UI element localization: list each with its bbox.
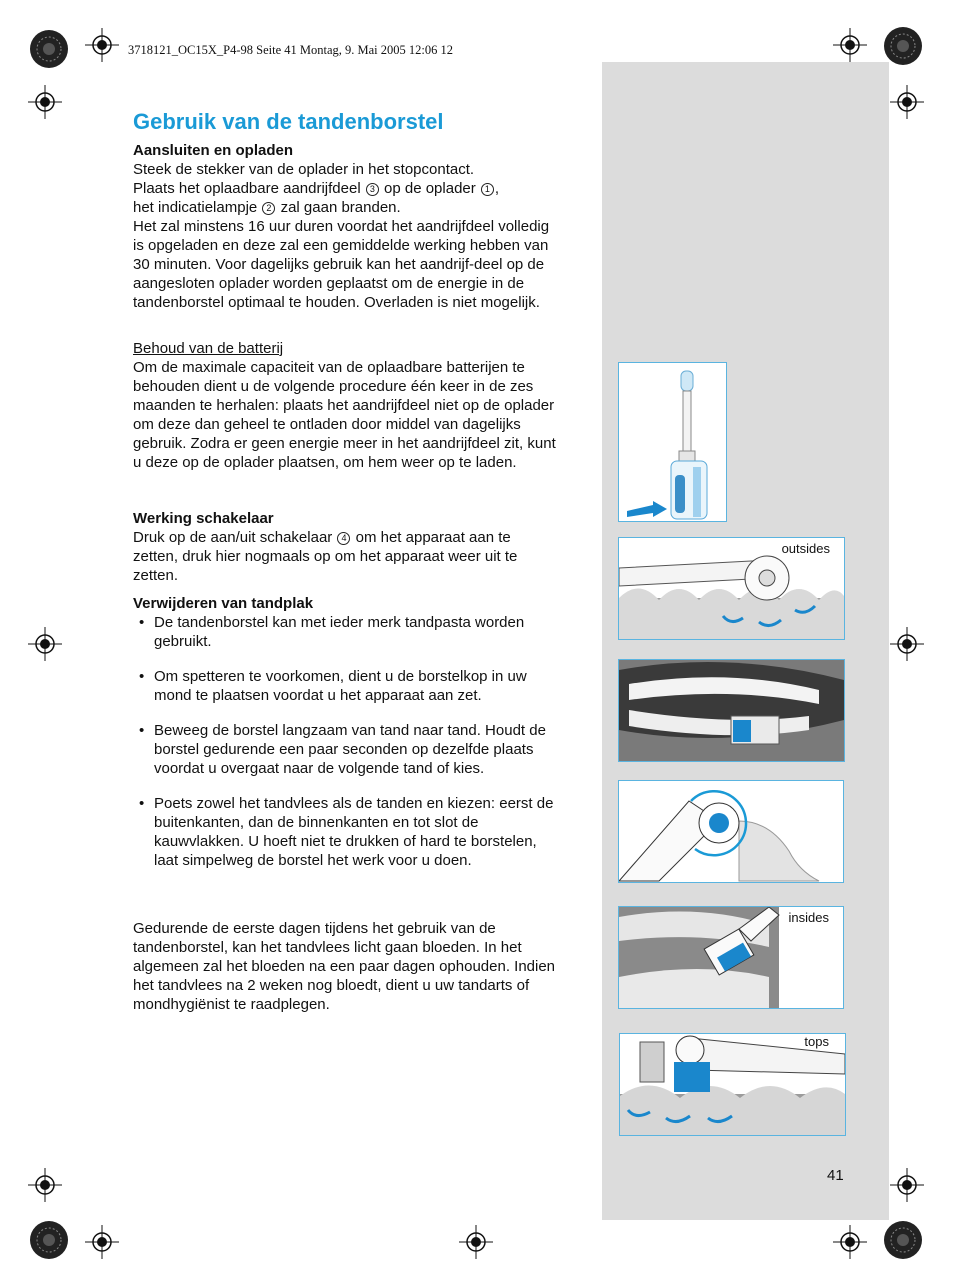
section-heading: Aansluiten en opladen — [133, 142, 294, 159]
registration-mark-icon — [459, 1225, 493, 1259]
list-item: • De tandenborstel kan met ieder merk tandpasta worden gebruikt. — [133, 613, 558, 651]
marker-4: 4 — [337, 532, 350, 545]
switch-paragraph: Druk op de aan/uit schakelaar 4 om het apparaat aan te zetten, druk hier nogmaals op om het apparaat weer uit te zetten. — [133, 529, 518, 584]
section-plaque — [133, 594, 558, 886]
registration-mark-icon — [28, 627, 62, 661]
registration-mark-icon — [890, 1168, 924, 1202]
registration-mark-icon — [85, 28, 119, 62]
section-heading: Verwijderen van tandplak — [133, 595, 314, 612]
teeth-tops-illustration — [620, 1034, 845, 1135]
plaque-list — [133, 613, 558, 870]
registration-mark-icon — [833, 28, 867, 62]
color-target-icon — [29, 1220, 69, 1260]
charging-line-1: Steek de stekker van de oplader in het stopcontact. — [133, 161, 475, 178]
registration-mark-icon — [890, 627, 924, 661]
section-heading: Werking schakelaar — [133, 510, 274, 527]
section-battery — [133, 339, 558, 472]
list-item: • Poets zowel het tandvlees als de tanden en kiezen: eerst de buitenkanten, dan de binnenkanten en tot slot de kauwvlakken. U hoeft niet te drukken of hard te borstelen, laat simpelweg de borstel het werk voor u doen. — [133, 794, 558, 870]
figure-outsides — [618, 537, 845, 640]
marker-2: 2 — [262, 202, 275, 215]
battery-paragraph: Om de maximale capaciteit van de oplaadbare batterijen te behouden dient u de volgende procedure één keer in de zes maanden te herhalen: plaats het aandrijfdeel niet op de oplader om deze dan geheel te ontladen door middel van dagelijks gebruik. Zodra er geen energie meer in het aandrijfdeel zit, kunt u deze op de oplader plaatsen, om hem weer op te laden. — [133, 359, 556, 471]
registration-mark-icon — [890, 85, 924, 119]
figure-label: insides — [788, 910, 829, 925]
color-target-icon — [883, 26, 923, 66]
section-heading: Behoud van de batterij — [133, 340, 284, 357]
list-item: • Om spetteren te voorkomen, dient u de borstelkop in uw mond te plaatsen voordat u het apparaat aan zet. — [133, 667, 558, 705]
registration-mark-icon — [28, 1168, 62, 1202]
closing-paragraph: Gedurende de eerste dagen tijdens het gebruik van de tandenborstel, kan het tandvlees licht gaan bloeden. In het algemeen zal het bloeden na een paar dagen ophouden. Indien het tandvlees na 2 weken nog bloedt, dient u uw tandarts of mondhygiënist te raadplegen. — [133, 920, 556, 1013]
mouth-illustration — [619, 660, 844, 761]
page-number: 41 — [827, 1167, 844, 1184]
figure-mouth — [618, 659, 845, 762]
list-item: • Beweeg de borstel langzaam van tand naar tand. Houdt de borstel gedurende een paar seconden op dezelfde plaats voordat u overgaat naar de volgende tand of kies. — [133, 721, 558, 778]
figure-label: tops — [804, 1034, 829, 1049]
page-title: Gebruik van de tandenborstel — [133, 109, 444, 134]
charging-line-2: Plaats het oplaadbare aandrijfdeel 3 op de oplader 1 , — [133, 180, 500, 197]
section-switch — [133, 509, 558, 585]
registration-mark-icon — [833, 1225, 867, 1259]
color-target-icon — [29, 29, 69, 69]
toothbrush-charger-illustration — [619, 363, 726, 521]
registration-mark-icon — [28, 85, 62, 119]
marker-3: 3 — [366, 183, 379, 196]
section-closing — [133, 919, 558, 1014]
brush-rotation-illustration — [619, 781, 843, 882]
figure-rotation — [618, 780, 844, 883]
color-target-icon — [883, 1220, 923, 1260]
figure-tops — [619, 1033, 846, 1136]
charging-paragraph: Het zal minstens 16 uur duren voordat het aandrijfdeel volledig is opgeladen en deze zal een gemiddelde werking hebben van 30 minuten. Voor dagelijks gebruik kan het aandrijf-deel op de aangesloten oplader worden geplaatst om de energie in de tandenborstel optimaal te houden. Overladen is niet mogelijk. — [133, 218, 550, 311]
section-charging — [133, 141, 558, 312]
marker-1: 1 — [481, 183, 494, 196]
figure-label: outsides — [781, 541, 830, 556]
figure-insides — [618, 906, 844, 1009]
charging-line-3: het indicatielampje 2 zal gaan branden. — [133, 199, 401, 216]
print-info: 3718121_OC15X_P4-98 Seite 41 Montag, 9. Mai 2005 12:06 12 — [128, 43, 453, 57]
figure-charger — [618, 362, 727, 522]
registration-mark-icon — [85, 1225, 119, 1259]
